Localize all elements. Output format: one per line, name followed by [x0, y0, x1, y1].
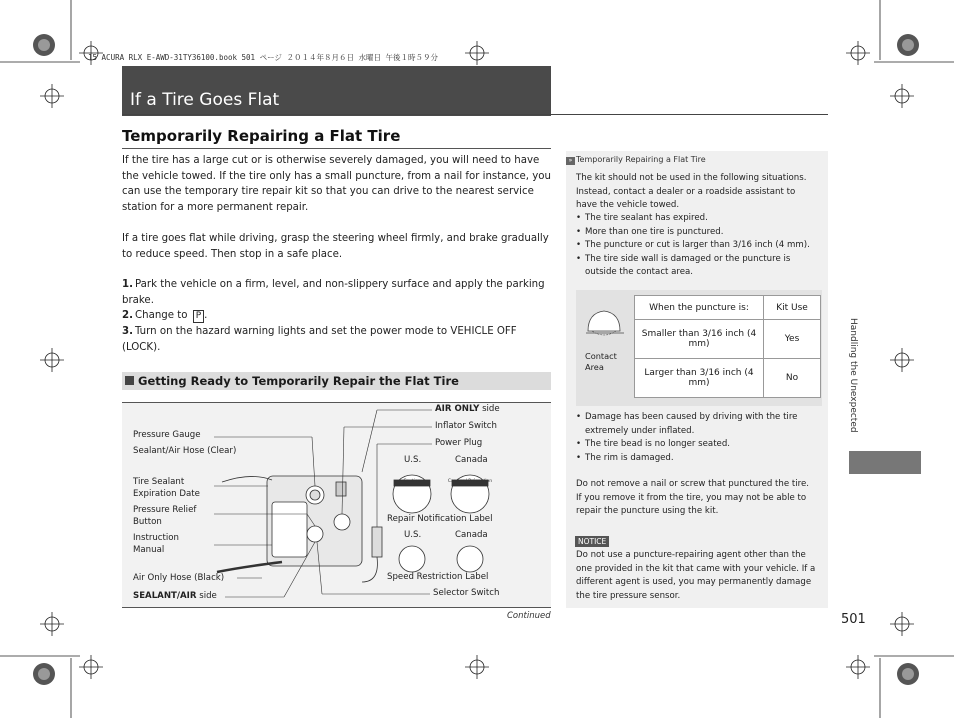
label-bold: SEALANT/AIR — [133, 591, 197, 601]
label-selector-switch: Selector Switch — [433, 588, 500, 598]
label-sealant-air-side — [133, 591, 217, 601]
label-canada: Canada — [455, 455, 488, 465]
label-us: U.S. — [404, 455, 422, 465]
label-sealant-hose: Sealant/Air Hose (Clear) — [133, 446, 237, 456]
list-item: • The tire bead is no longer seated. — [576, 438, 816, 452]
sidebar-heading — [566, 155, 706, 165]
table-header: When the puncture is: — [635, 296, 764, 320]
paragraph: If a tire goes flat while driving, grasp the steering wheel firmly, and brake gradually to reduce speed. Then stop in a safe place. — [122, 233, 549, 260]
shift-p-key: P — [193, 310, 204, 323]
step-number: 3. — [122, 326, 133, 337]
step-2 — [122, 308, 552, 324]
label-expiration-date: Expiration Date — [133, 489, 200, 499]
label-pressure-gauge: Pressure Gauge — [133, 430, 201, 440]
double-arrow-icon: » — [566, 157, 575, 165]
step-1 — [122, 277, 552, 308]
label-speed-restriction: Speed Restriction Label — [387, 572, 489, 582]
list-item: • The puncture or cut is larger than 3/16 inch (4 mm). — [576, 239, 816, 253]
print-header: 15 ACURA RLX E-AWD-31TY36100.book 501 ページ ２０１４年８月６日 水曜日 午後１時５９分 — [88, 53, 438, 62]
label-instruction: Instruction — [133, 533, 179, 543]
contact-area-label: Contact Area — [585, 351, 617, 372]
paragraph: If the tire has a large cut or is otherwise severely damaged, you will need to have the vehicle towed. If the tire only has a small puncture, from a nail for instance, you can use the temporary tire repair kit so that you can drive to the nearest service station for a more permanent repair. — [122, 155, 551, 213]
step-text: Park the vehicle on a firm, level, and non-slippery surface and apply the parking brake. — [122, 279, 545, 306]
sidebar-paragraph: Do not remove a nail or screw that punctured the tire. If you remove it from the tire, you may not be able to repair the puncture using the kit. — [576, 479, 809, 516]
label-air-only-side — [435, 404, 500, 414]
step-text: Turn on the hazard warning lights and set the power mode to VEHICLE OFF (LOCK). — [122, 326, 517, 353]
table-cell: Smaller than 3/16 inch (4 mm) — [635, 320, 764, 359]
label-air-only-hose: Air Only Hose (Black) — [133, 573, 225, 583]
table-header: Kit Use — [764, 296, 821, 320]
label-side: side — [199, 591, 217, 601]
label-power-plug: Power Plug — [435, 438, 483, 448]
label-inflator-switch: Inflator Switch — [435, 421, 497, 431]
divider — [122, 148, 551, 149]
step-3 — [122, 324, 552, 355]
section-title: Temporarily Repairing a Flat Tire — [122, 127, 401, 145]
chapter-tab-marker — [849, 451, 921, 474]
label-tire-sealant: Tire Sealant — [133, 477, 185, 487]
puncture-size-table — [634, 295, 821, 398]
label-manual: Manual — [133, 545, 165, 555]
list-item: • The tire side wall is damaged or the puncture is outside the contact area. — [576, 253, 816, 280]
label-pressure-relief: Pressure Relief — [133, 505, 197, 515]
label-bold: AIR ONLY — [435, 404, 480, 414]
label-repair-notification: Repair Notification Label — [387, 514, 493, 524]
table-cell: Larger than 3/16 inch (4 mm) — [635, 359, 764, 398]
table-cell: No — [764, 359, 821, 398]
sidebar-bullets — [576, 411, 816, 465]
sidebar-bullets — [576, 212, 816, 280]
step-number: 1. — [122, 279, 133, 290]
notice-badge: NOTICE — [575, 536, 609, 547]
label-canada: Canada — [455, 530, 488, 540]
list-item: • The rim is damaged. — [576, 452, 816, 466]
list-item: • Damage has been caused by driving with the tire extremely under inflated. — [576, 411, 816, 438]
notice-text: Do not use a puncture-repairing agent other than the one provided in the kit that came with your vehicle. If a different agent is used, you may permanently damage the tire pressure sensor. — [576, 550, 816, 601]
step-number: 2. — [122, 310, 133, 321]
page-number: 501 — [841, 612, 866, 627]
step-text: Change to — [135, 310, 188, 321]
caution-text: Caution — [403, 479, 421, 484]
caution-text: Caution/ Précaution — [447, 479, 493, 484]
tire-contact-area-icon — [582, 303, 627, 348]
label-button: Button — [133, 517, 162, 527]
label-side: side — [482, 404, 500, 414]
chapter-side-tab: Handling the Unexpected — [848, 318, 858, 433]
step-tail: . — [204, 310, 208, 321]
sidebar-intro: The kit should not be used in the following situations. Instead, contact a dealer or a roadside assistant to have the vehicle towed. — [576, 173, 807, 210]
label-us: U.S. — [404, 530, 422, 540]
list-item: • More than one tire is punctured. — [576, 226, 816, 240]
continued-note: Continued — [507, 611, 551, 621]
list-item: • The tire sealant has expired. — [576, 212, 816, 226]
subheading-text: Getting Ready to Temporarily Repair the Flat Tire — [138, 374, 459, 388]
chapter-title: If a Tire Goes Flat — [130, 90, 280, 110]
square-bullet-icon — [125, 376, 134, 385]
subheading — [122, 372, 551, 390]
sidebar-heading-text: Temporarily Repairing a Flat Tire — [576, 155, 706, 164]
chapter-title-bar — [122, 66, 551, 116]
table-cell: Yes — [764, 320, 821, 359]
divider — [122, 114, 828, 115]
